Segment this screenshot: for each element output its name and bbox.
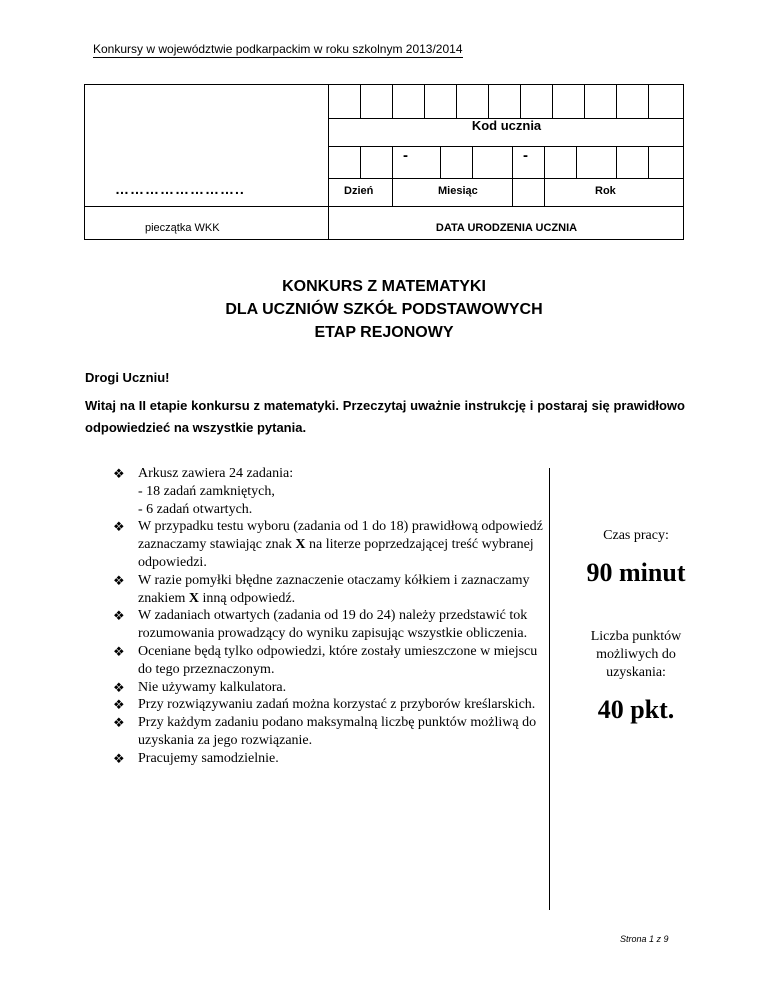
box-divider: [328, 84, 329, 240]
list-item: ❖ Nie używamy kalkulatora.: [113, 679, 287, 695]
diamond-bullet-icon: ❖: [113, 750, 125, 766]
code-cell-line: [456, 84, 457, 118]
date-cell-line: [472, 146, 473, 178]
points-value: 40 pkt.: [597, 695, 675, 724]
code-cell-line: [616, 84, 617, 118]
date-cell-line: [440, 146, 441, 178]
date-of-birth-label: DATA URODZENIA UCZNIA: [435, 222, 578, 234]
list-item: ❖ W razie pomyłki błędne zaznaczenie otaczamy kółkiem i zaznaczamy znakiem X inną odpowiedź.: [113, 572, 530, 606]
list-item: ❖ Przy każdym zadaniu podano maksymalną liczbę punktów możliwą do uzyskania za jego rozwiązanie.: [113, 715, 537, 748]
list-item: ❖ W przypadku testu wyboru (zadania od 1 do 18) prawidłową odpowiedź zaznaczamy stawiając znak X na literze poprzedzającej treść wybranej odpowiedzi.: [113, 519, 543, 570]
day-label: Dzień: [344, 185, 374, 197]
date-cell-line: [616, 146, 617, 178]
box-bottom-divider: [84, 206, 684, 207]
list-item: ❖ W zadaniach otwartych (zadania od 19 do 24) należy przedstawić tok rozumowania prowadzący do wyniku zapisując wszystkie obliczenia.: [113, 608, 528, 642]
date-cell-line: [392, 146, 393, 178]
list-item: ❖ Oceniane będą tylko odpowiedzi, które zostały umieszczone w miejscu do tego przeznaczonym.: [113, 643, 538, 677]
points-label: Liczba punktów możliwych do uzyskania:: [590, 629, 682, 680]
diamond-bullet-icon: ❖: [113, 697, 125, 713]
date-row-bottom: [329, 178, 684, 179]
date-separator: -: [523, 147, 528, 164]
date-cell-line: [512, 146, 513, 178]
list-item: ❖ Przy rozwiązywaniu zadań można korzystać z przyborów kreślarskich.: [113, 697, 536, 713]
diamond-bullet-icon: ❖: [113, 608, 125, 624]
time-value: 90 minut: [586, 558, 686, 587]
instructions-list: [113, 465, 543, 768]
code-cell-line: [584, 84, 585, 118]
date-label-line: [544, 178, 545, 206]
code-label-bottom: [329, 146, 684, 147]
code-cell-line: [488, 84, 489, 118]
code-cell-line: [520, 84, 521, 118]
intro-paragraph: Witaj na II etapie konkursu z matematyki. Przeczytaj uważnie instrukcję i postaraj się prawidłowo odpowiedzieć na wszystkie pytania.: [85, 398, 685, 435]
year-label: Rok: [595, 185, 616, 197]
time-label: Czas pracy:: [603, 528, 669, 543]
list-item: ❖ Pracujemy samodzielnie.: [113, 750, 279, 766]
signature-dots: ……………………..: [115, 181, 245, 197]
date-label-line: [392, 178, 393, 206]
diamond-bullet-icon: ❖: [113, 679, 125, 695]
student-code-label: Kod ucznia: [471, 118, 542, 133]
diamond-bullet-icon: ❖: [113, 643, 125, 659]
contest-title-line-2: DLA UCZNIÓW SZKÓŁ PODSTAWOWYCH: [225, 301, 543, 318]
diamond-bullet-icon: ❖: [113, 466, 125, 481]
date-cell-line: [576, 146, 577, 178]
diamond-bullet-icon: ❖: [113, 715, 125, 731]
code-cell-line: [360, 84, 361, 118]
date-cell-line: [648, 146, 649, 178]
contest-title-line-1: KONKURS Z MATEMATYKI: [282, 278, 486, 295]
date-cell-line: [360, 146, 361, 178]
page-header: Konkursy w województwie podkarpackim w roku szkolnym 2013/2014: [93, 42, 463, 56]
contest-title-line-3: ETAP REJONOWY: [314, 324, 454, 341]
student-info-box: [84, 84, 684, 240]
month-label: Miesiąc: [438, 185, 478, 197]
code-cell-line: [424, 84, 425, 118]
diamond-bullet-icon: ❖: [113, 572, 125, 588]
list-item: ❖ Arkusz zawiera 24 zadania: - 18 zadań zamkniętych, - 6 zadań otwartych.: [113, 466, 294, 517]
date-label-line: [512, 178, 513, 206]
date-separator: -: [403, 147, 408, 164]
date-cell-line: [544, 146, 545, 178]
diamond-bullet-icon: ❖: [113, 519, 125, 535]
column-separator: [549, 468, 550, 910]
page-number: Strona 1 z 9: [620, 934, 669, 944]
code-cell-line: [648, 84, 649, 118]
code-cell-line: [392, 84, 393, 118]
stamp-label: pieczątka WKK: [145, 222, 220, 234]
code-cell-line: [552, 84, 553, 118]
greeting: Drogi Uczniu!: [85, 370, 170, 385]
